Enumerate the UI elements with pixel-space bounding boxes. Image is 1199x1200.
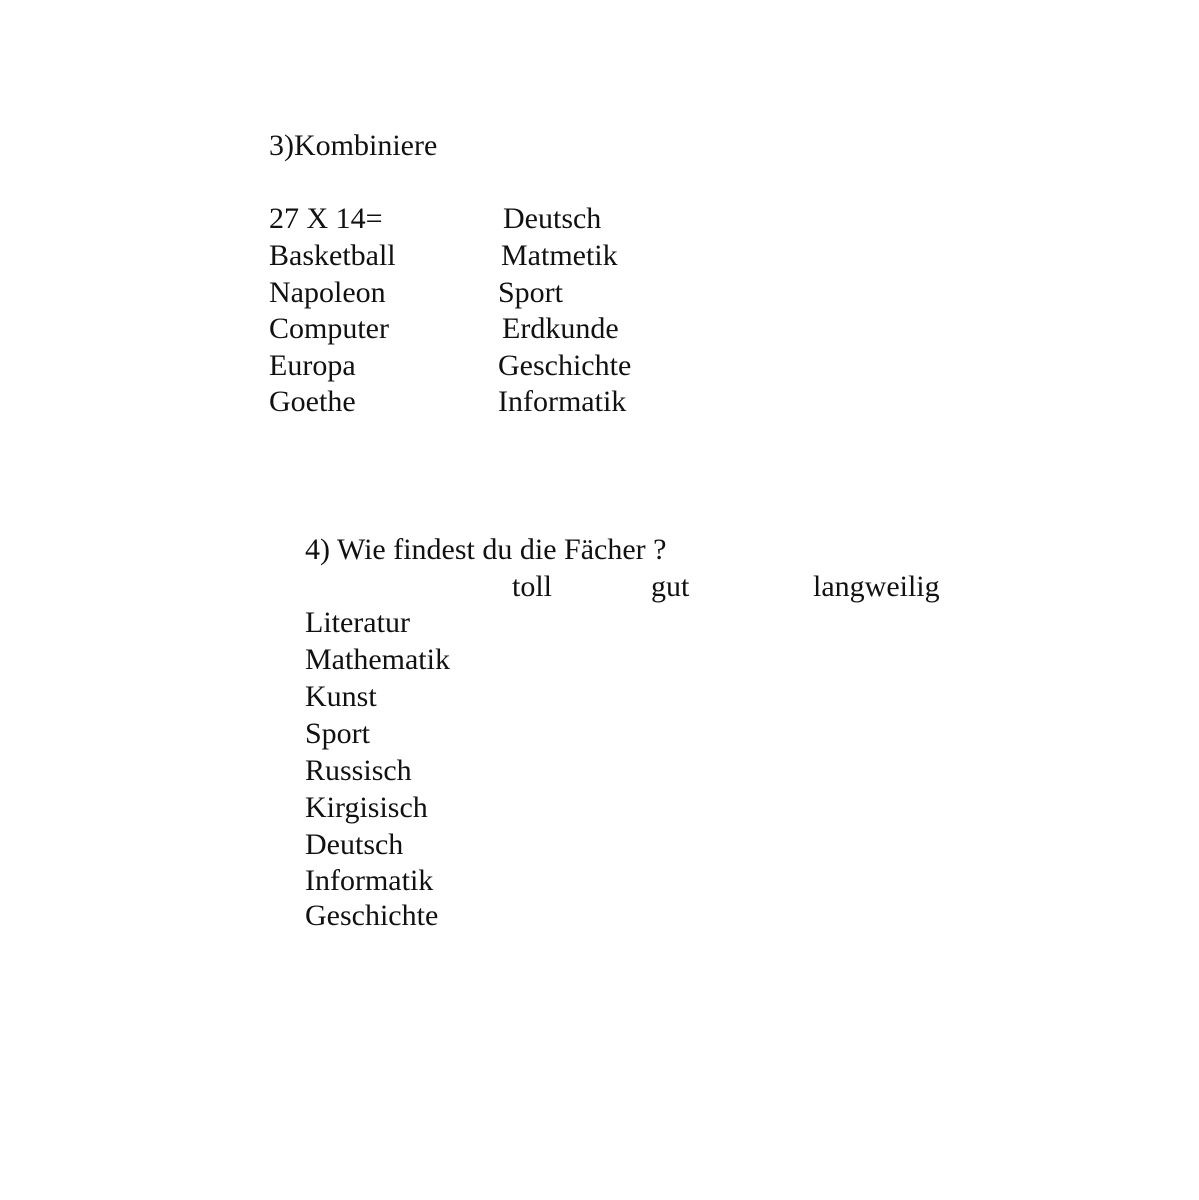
match-left-item: Basketball bbox=[269, 239, 396, 272]
column-header-gut: gut bbox=[651, 570, 690, 603]
subject-item: Sport bbox=[305, 717, 371, 750]
match-right-item: Sport bbox=[498, 276, 564, 309]
subject-item: Kirgisisch bbox=[305, 791, 428, 824]
match-left-item: Computer bbox=[269, 312, 389, 345]
subject-item: Geschichte bbox=[305, 899, 439, 932]
match-right-item: Deutsch bbox=[503, 202, 602, 235]
subject-item: Mathematik bbox=[305, 643, 450, 676]
column-header-toll: toll bbox=[512, 570, 553, 603]
column-header-langweilig: langweilig bbox=[813, 570, 940, 603]
section-4-heading: 4) Wie findest du die Fächer ? bbox=[305, 533, 667, 566]
subject-item: Literatur bbox=[305, 606, 410, 639]
match-right-item: Geschichte bbox=[498, 349, 632, 382]
match-left-item: 27 X 14= bbox=[269, 202, 383, 235]
subject-item: Deutsch bbox=[305, 828, 404, 861]
subject-item: Kunst bbox=[305, 680, 377, 713]
match-right-item: Erdkunde bbox=[502, 312, 619, 345]
subject-item: Informatik bbox=[305, 864, 434, 897]
match-left-item: Europa bbox=[269, 349, 356, 382]
match-right-item: Matmetik bbox=[501, 239, 618, 272]
match-left-item: Napoleon bbox=[269, 276, 386, 309]
match-left-item: Goethe bbox=[269, 385, 356, 418]
section-3-heading: 3)Kombiniere bbox=[269, 129, 438, 162]
subject-item: Russisch bbox=[305, 754, 412, 787]
match-right-item: Informatik bbox=[498, 385, 627, 418]
